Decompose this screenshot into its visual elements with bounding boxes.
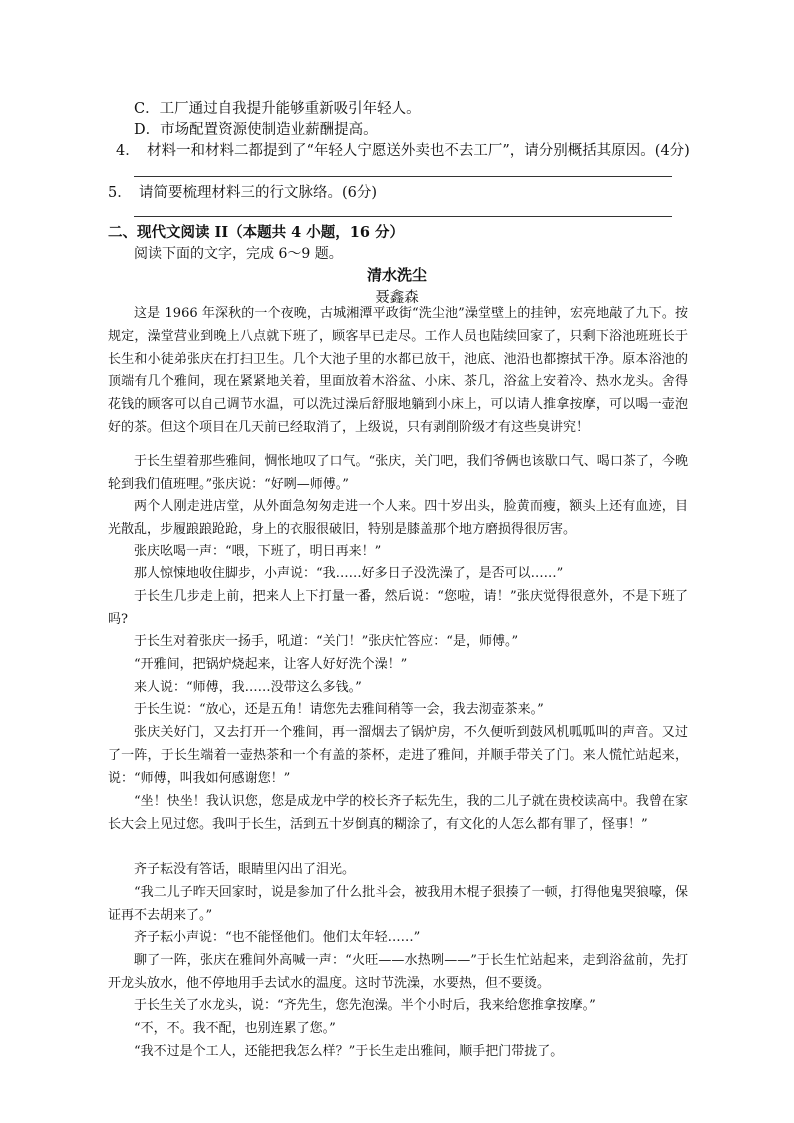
- paragraph-13: 齐子耘没有答话，眼睛里闪出了泪光。: [134, 862, 356, 877]
- question-4: 4． 材料一和材料二都提到了“年轻人宁愿送外卖也不去工厂”，请分别概括其原因。(4分): [116, 143, 690, 159]
- paragraph-7: 于长生对着张庆一扬手，吼道：“关门！”张庆忙答应：“是，师傅。”: [134, 634, 519, 649]
- paragraph-17: 于长生关了水龙头，说：“齐先生，您先泡澡。半个小时后，我来给您推拿按摩。”: [134, 998, 596, 1013]
- paragraph-12: “坐！快坐！我认识您，您是成龙中学的校长齐子耘先生，我的二儿子就在贵校读高中。我曾在家长大会上见过您。我叫于长生，活到五十岁倒真的糊涂了，有文化的人怎么都有罪了，怪事！”: [108, 794, 688, 832]
- paragraph-9: 来人说：“师傅，我……没带这么多钱。”: [134, 680, 362, 695]
- paragraph-10: 于长生说：“放心，还是五角！请您先去雅间稍等一会，我去沏壶茶来。”: [134, 702, 544, 717]
- paragraph-15: 齐子耘小声说：“也不能怪他们。他们太年轻……”: [134, 930, 421, 945]
- section-heading: 二、现代文阅读 II（本题共 4 小题，16 分）: [108, 224, 405, 241]
- option-c: C．工厂通过自我提升能够重新吸引年轻人。: [134, 101, 421, 117]
- paragraph-4: 张庆吆喝一声：“喂，下班了，明日再来！”: [134, 544, 382, 559]
- paragraph-11: 张庆关好门，又去打开一个雅间，再一溜烟去了锅炉房，不久便听到鼓风机呱呱叫的声音。又过了一阵，于长生端着一壶热茶和一个有盖的茶杯，走进了雅间，并顺手带关了门。来人慌忙站起来，说：“师傅，叫我如何感谢您！”: [108, 725, 688, 786]
- article-author: 聂鑫森: [375, 290, 419, 306]
- option-d: D．市场配置资源使制造业薪酬提高。: [134, 122, 378, 138]
- paragraph-8: “开雅间，把锅炉烧起来，让客人好好洗个澡！”: [134, 657, 408, 672]
- paragraph-14: “我二儿子昨天回家时，说是参加了什么批斗会，被我用木棍子狠揍了一顿，打得他鬼哭狼嚎，保证再不去胡来了。”: [108, 885, 688, 923]
- paragraph-2: 于长生望着那些雅间，惆怅地叹了口气。“张庆，关门吧，我们爷俩也该歇口气、喝口茶了，今晚轮到我们值班哩。”张庆说：“好咧—师傅。”: [108, 454, 688, 492]
- article-title: 清水洗尘: [366, 266, 427, 284]
- paragraph-6: 于长生几步走上前，把来人上下打量一番，然后说：“您啦，请！”张庆觉得很意外，不是下班了吗?: [108, 589, 688, 627]
- answer-line-q4[interactable]: [134, 176, 672, 177]
- paragraph-16: 聊了一阵，张庆在雅间外高喊一声：“火旺——水热咧——”于长生忙站起来，走到浴盆前，先打开龙头放水，他不停地用手去试水的温度。这时节洗澡，水要热，但不要烫。: [108, 953, 688, 991]
- question-5: 5． 请简要梳理材料三的行文脉络。(6分): [108, 185, 378, 201]
- paragraph-3: 两个人刚走进店堂，从外面急匆匆走进一个人来。四十岁出头，脸黄而瘦，额头上还有血迹，目光散乱，步履踉踉跄跄，身上的衣服很破旧，特别是膝盖那个地方磨损得很厉害。: [108, 499, 688, 537]
- paragraph-19: “我不过是个工人，还能把我怎么样？”于长生走出雅间，顺手把门带拢了。: [134, 1044, 564, 1059]
- paragraph-5: 那人惊悚地收住脚步，小声说：“我……好多日子没洗澡了，是否可以……”: [134, 566, 564, 581]
- paragraph-1: 这是 1966 年深秋的一个夜晚，古城湘潭平政街“洗尘池”澡堂壁上的挂钟，宏亮地敲了九下。按规定，澡堂营业到晚上八点就下班了，顾客早已走尽。工作人员也陆续回家了，只剩下浴池班班长于长生和小徒弟张庆在打扫卫生。几个大池子里的水都已放干，池底、池沿也都擦拭干净。原本浴池的顶端有几个雅间，现在紧紧地关着，里面放着木浴盆、小床、茶几，浴盆上安着冷、热水龙头。舍得花钱的顾客可以自己调节水温，可以洗过澡后舒服地躺到小床上，可以请人推拿按摩，可以喝一壶泡好的茶。但这个项目在几天前已经取消了，上级说，只有剥削阶级才有这些臭讲究！: [108, 306, 688, 435]
- answer-line-q5[interactable]: [134, 216, 672, 217]
- paragraph-18: “不，不。我不配，也别连累了您。”: [134, 1021, 336, 1036]
- section-instruction: 阅读下面的文字，完成 6～9 题。: [134, 246, 343, 262]
